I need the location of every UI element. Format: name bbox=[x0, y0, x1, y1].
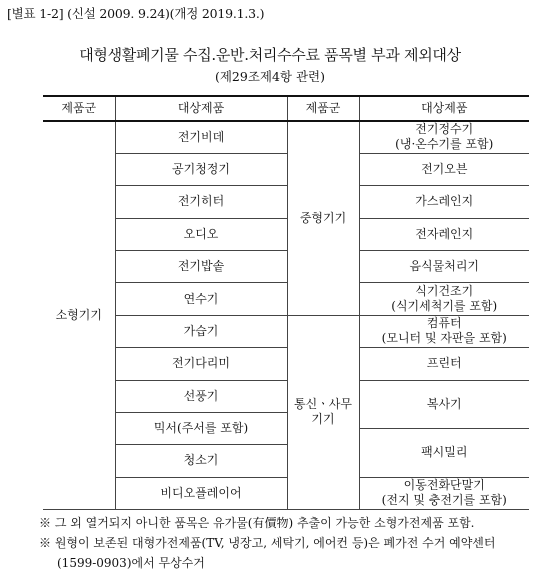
item-name: 프린터 bbox=[426, 356, 462, 371]
item-name: 전자레인지 bbox=[415, 226, 474, 241]
note-extracted-items: ※ 그 외 열거되지 아니한 품목은 유가물(有價物) 추출이 가능한 소형가전제품 포함. bbox=[39, 516, 475, 530]
medium-appliance-item bbox=[359, 121, 529, 153]
item-note: (전지 및 충전기를 포함) bbox=[381, 493, 507, 508]
item-name: 팩시밀리 bbox=[421, 445, 468, 460]
table-row bbox=[43, 348, 529, 364]
small-appliance-item: 전기히터 bbox=[115, 186, 287, 218]
notes bbox=[39, 513, 495, 573]
small-appliance-item: 가습기 bbox=[115, 315, 287, 347]
small-appliance-item: 믹서(주서를 포함) bbox=[115, 412, 287, 444]
small-appliance-item: 전기밥솥 bbox=[115, 251, 287, 283]
column-header: 제품군 bbox=[43, 96, 115, 121]
small-appliance-item: 선풍기 bbox=[115, 380, 287, 412]
table-row bbox=[43, 477, 529, 493]
item-name: 복사기 bbox=[426, 396, 462, 411]
medium-appliance-item bbox=[359, 186, 529, 218]
office-equipment-item bbox=[359, 348, 529, 380]
medium-appliance-item bbox=[359, 251, 529, 283]
small-appliance-item: 공기청정기 bbox=[115, 153, 287, 185]
small-appliance-item: 전기다리미 bbox=[115, 348, 287, 380]
medium-appliance-item bbox=[359, 218, 529, 250]
item-name: 이동전화단말기 bbox=[403, 478, 485, 493]
annex-header: [별표 1-2] (신설 2009. 9.24)(개정 2019.1.3.) bbox=[7, 6, 265, 21]
small-appliance-item: 전기비데 bbox=[115, 121, 287, 153]
document-subtitle: (제29조제4항 관련) bbox=[214, 69, 326, 84]
table-row bbox=[43, 153, 529, 169]
group-label-line: 기기 bbox=[311, 412, 335, 427]
item-name: 전기오븐 bbox=[421, 162, 468, 177]
table-row bbox=[43, 315, 529, 331]
column-header: 대상제품 bbox=[115, 96, 287, 121]
document-title: 대형생활폐기물 수집.운반.처리수수료 품목별 부과 제외대상 bbox=[79, 46, 461, 64]
group-office-equipment bbox=[287, 315, 359, 509]
item-name: 식기건조기 bbox=[415, 284, 474, 299]
item-name: 음식물처리기 bbox=[409, 259, 480, 274]
small-appliance-item: 오디오 bbox=[115, 218, 287, 250]
medium-appliance-item bbox=[359, 153, 529, 185]
table-row bbox=[43, 186, 529, 202]
column-header: 제품군 bbox=[287, 96, 359, 121]
small-appliance-item: 연수기 bbox=[115, 283, 287, 315]
medium-appliance-item bbox=[359, 283, 529, 315]
item-name: 전기정수기 bbox=[415, 122, 474, 137]
small-appliance-item: 청소기 bbox=[115, 445, 287, 477]
office-equipment-item bbox=[359, 429, 529, 478]
office-equipment-item bbox=[359, 477, 529, 509]
item-note: (식기세척기를 포함) bbox=[391, 299, 498, 314]
item-name: 컴퓨터 bbox=[426, 316, 462, 331]
table-row bbox=[43, 283, 529, 299]
table-row bbox=[43, 121, 529, 137]
table-header-row bbox=[43, 96, 529, 121]
group-label-line: 통신ㆍ사무 bbox=[294, 397, 352, 412]
item-note: (냉·온수기를 포함) bbox=[395, 137, 494, 152]
group-small-appliances: 소형기기 bbox=[43, 121, 115, 510]
column-header: 대상제품 bbox=[359, 96, 529, 121]
small-appliance-item: 비디오플레이어 bbox=[115, 477, 287, 509]
item-note: (모니터 및 자판을 포함) bbox=[381, 331, 507, 346]
table-row bbox=[43, 218, 529, 234]
table-row bbox=[43, 251, 529, 267]
note-free-pickup: ※ 원형이 보존된 대형가전제품(TV, 냉장고, 세탁기, 에어컨 등)은 폐가전 수거 예약센터 bbox=[39, 536, 496, 550]
table-row bbox=[43, 380, 529, 396]
item-name: 가스레인지 bbox=[415, 194, 474, 209]
office-equipment-item bbox=[359, 380, 529, 429]
note-pickup-phone: (1599-0903)에서 무상수거 bbox=[57, 556, 205, 570]
office-equipment-item bbox=[359, 315, 529, 347]
exemption-table bbox=[43, 95, 529, 510]
group-medium-appliances: 중형기기 bbox=[287, 121, 359, 315]
